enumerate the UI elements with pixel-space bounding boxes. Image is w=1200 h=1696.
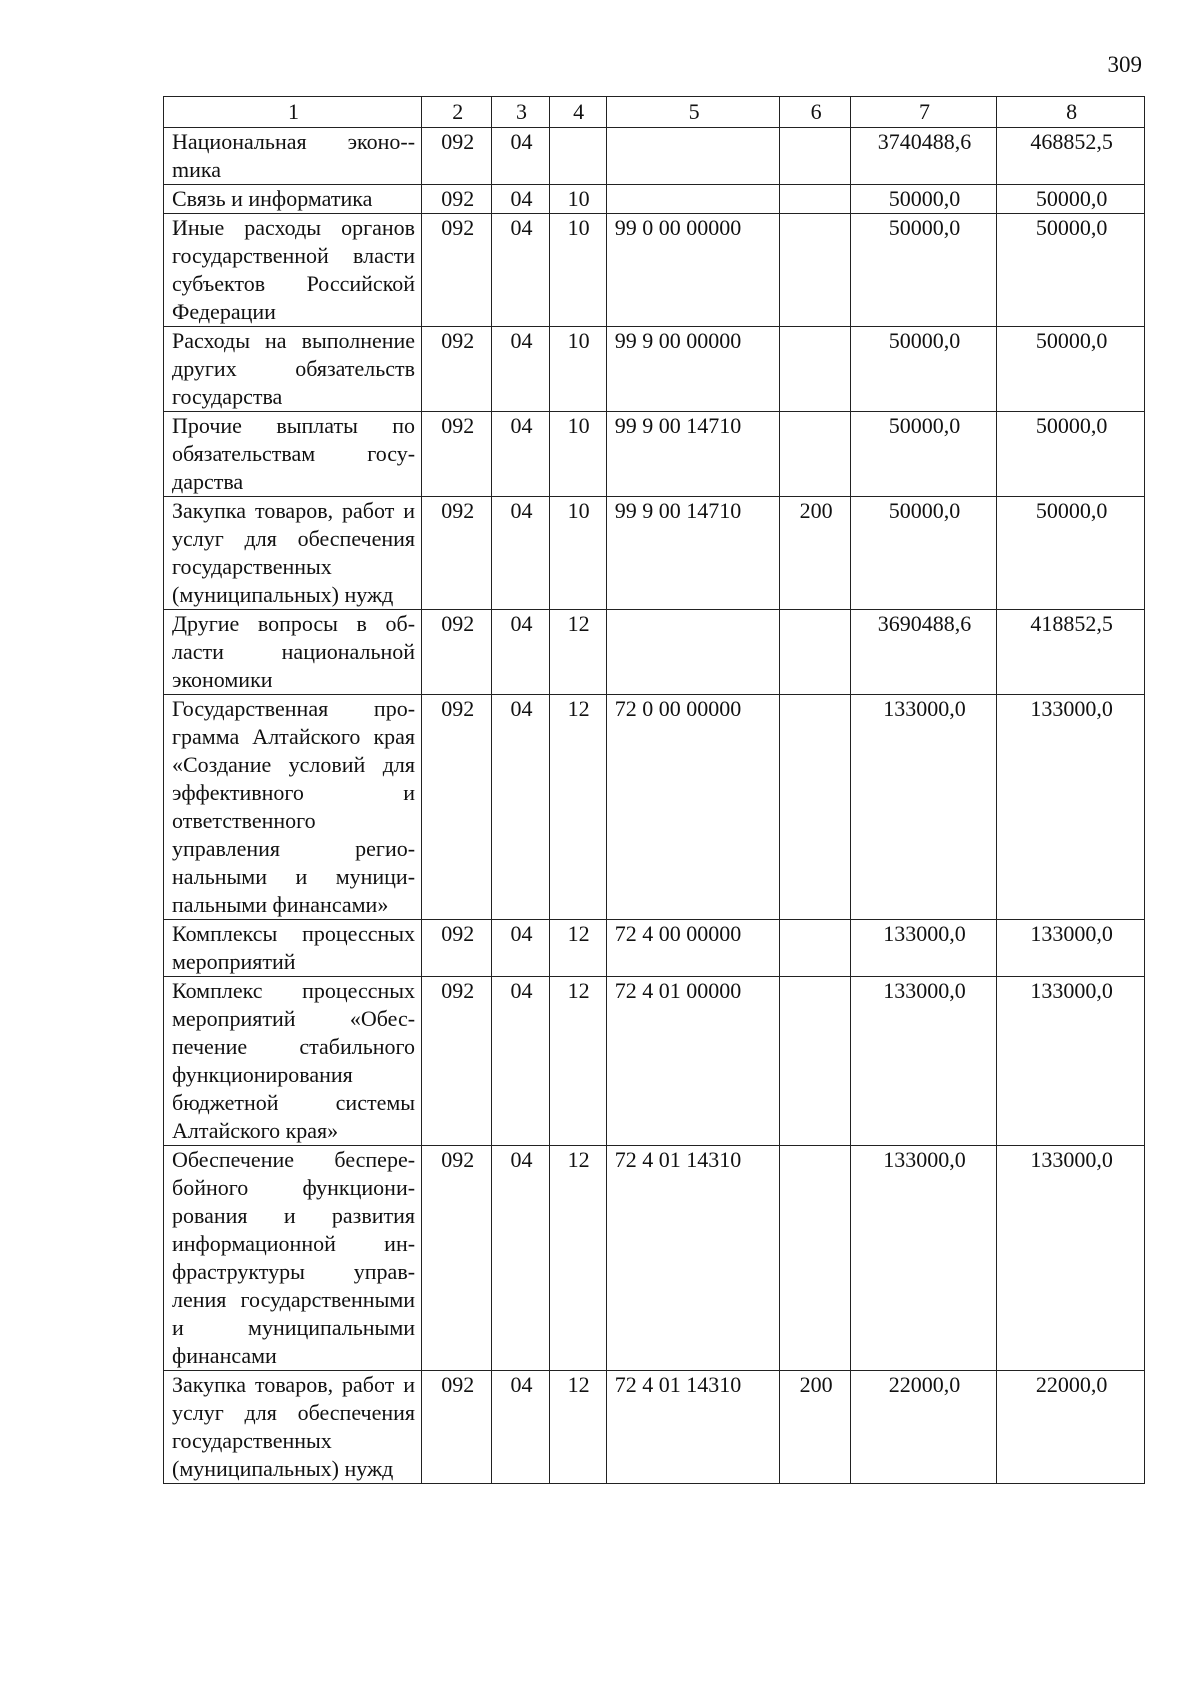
subsection-code-cell [549, 128, 606, 185]
expense-type-cell [780, 977, 850, 1146]
expense-type-cell [780, 610, 850, 695]
expense-name-cell: Закупка товаров, работ и услуг для обеспечения государственных (муниципальных) нужд [164, 497, 422, 610]
section-code-cell: 04 [492, 327, 549, 412]
page-number: 309 [1107, 52, 1142, 77]
column-header: 7 [850, 97, 997, 128]
amount-cell: 50000,0 [850, 327, 997, 412]
expense-type-cell [780, 214, 850, 327]
target-article-cell: 72 4 01 14310 [606, 1146, 780, 1371]
amount-cell: 468852,5 [997, 128, 1145, 185]
budget-table [163, 96, 1145, 1484]
expense-name-cell: Закупка товаров, работ и услуг для обеспечения государственных (муниципальных) нужд [164, 1371, 422, 1484]
table-row [164, 497, 1145, 610]
section-code-cell: 04 [492, 497, 549, 610]
table-row [164, 185, 1145, 214]
table-row [164, 977, 1145, 1146]
subsection-code-cell: 10 [549, 214, 606, 327]
column-header: 6 [780, 97, 850, 128]
subsection-code-cell: 12 [549, 1146, 606, 1371]
target-article-cell: 99 9 00 14710 [606, 412, 780, 497]
amount-cell: 50000,0 [997, 497, 1145, 610]
table-row [164, 412, 1145, 497]
expense-type-cell [780, 327, 850, 412]
table-row [164, 214, 1145, 327]
subsection-code-cell: 12 [549, 610, 606, 695]
expense-name-cell: Национальная эконо-mика [164, 128, 422, 185]
expense-type-cell [780, 128, 850, 185]
section-code-cell: 04 [492, 920, 549, 977]
amount-cell: 50000,0 [997, 185, 1145, 214]
target-article-cell: 72 0 00 00000 [606, 695, 780, 920]
department-code-cell: 092 [422, 327, 492, 412]
subsection-code-cell: 12 [549, 920, 606, 977]
amount-cell: 133000,0 [997, 977, 1145, 1146]
table-row [164, 1371, 1145, 1484]
expense-name-cell: Государственная программа Алтайского края «Создание условий для эффективного и ответственного управления региональными и муниципальными финансами» [164, 695, 422, 920]
expense-type-cell [780, 920, 850, 977]
amount-cell: 133000,0 [997, 920, 1145, 977]
table-row [164, 920, 1145, 977]
amount-cell: 50000,0 [850, 497, 997, 610]
amount-cell: 133000,0 [997, 695, 1145, 920]
department-code-cell: 092 [422, 920, 492, 977]
expense-type-cell [780, 185, 850, 214]
expense-name-cell: Прочие выплаты по обязательствам государства [164, 412, 422, 497]
section-code-cell: 04 [492, 128, 549, 185]
target-article-cell [606, 610, 780, 695]
amount-cell: 133000,0 [850, 977, 997, 1146]
amount-cell: 50000,0 [850, 214, 997, 327]
expense-type-cell: 200 [780, 497, 850, 610]
subsection-code-cell: 12 [549, 1371, 606, 1484]
section-code-cell: 04 [492, 1371, 549, 1484]
column-header: 2 [422, 97, 492, 128]
amount-cell: 3690488,6 [850, 610, 997, 695]
expense-type-cell: 200 [780, 1371, 850, 1484]
column-header: 5 [606, 97, 780, 128]
section-code-cell: 04 [492, 1146, 549, 1371]
department-code-cell: 092 [422, 1146, 492, 1371]
section-code-cell: 04 [492, 214, 549, 327]
target-article-cell: 99 9 00 00000 [606, 327, 780, 412]
department-code-cell: 092 [422, 497, 492, 610]
target-article-cell [606, 128, 780, 185]
department-code-cell: 092 [422, 610, 492, 695]
expense-type-cell [780, 695, 850, 920]
department-code-cell: 092 [422, 695, 492, 920]
target-article-cell: 99 9 00 14710 [606, 497, 780, 610]
amount-cell: 50000,0 [997, 412, 1145, 497]
table-row [164, 327, 1145, 412]
amount-cell: 50000,0 [997, 327, 1145, 412]
subsection-code-cell: 10 [549, 185, 606, 214]
column-header: 4 [549, 97, 606, 128]
amount-cell: 133000,0 [850, 695, 997, 920]
department-code-cell: 092 [422, 1371, 492, 1484]
expense-name-cell: Комплекс процессных мероприятий «Обеспечение стабильного функционирования бюджетной системы Алтайского края» [164, 977, 422, 1146]
amount-cell: 3740488,6 [850, 128, 997, 185]
department-code-cell: 092 [422, 214, 492, 327]
department-code-cell: 092 [422, 128, 492, 185]
subsection-code-cell: 10 [549, 412, 606, 497]
target-article-cell [606, 185, 780, 214]
section-code-cell: 04 [492, 610, 549, 695]
table-header [164, 97, 1145, 128]
department-code-cell: 092 [422, 412, 492, 497]
table-row [164, 610, 1145, 695]
expense-name-cell: Другие вопросы в области национальной экономики [164, 610, 422, 695]
section-code-cell: 04 [492, 977, 549, 1146]
column-header: 3 [492, 97, 549, 128]
expense-name-cell: Расходы на выполнение других обязательств государства [164, 327, 422, 412]
section-code-cell: 04 [492, 185, 549, 214]
table-body [164, 128, 1145, 1484]
column-header: 8 [997, 97, 1145, 128]
expense-name-cell: Иные расходы органов государственной власти субъектов Российской Федерации [164, 214, 422, 327]
section-code-cell: 04 [492, 412, 549, 497]
expense-name-cell: Комплексы процессных мероприятий [164, 920, 422, 977]
amount-cell: 133000,0 [997, 1146, 1145, 1371]
subsection-code-cell: 12 [549, 977, 606, 1146]
target-article-cell: 72 4 01 00000 [606, 977, 780, 1146]
amount-cell: 418852,5 [997, 610, 1145, 695]
header-row [164, 97, 1145, 128]
amount-cell: 50000,0 [850, 185, 997, 214]
table-row [164, 128, 1145, 185]
subsection-code-cell: 10 [549, 327, 606, 412]
amount-cell: 133000,0 [850, 920, 997, 977]
department-code-cell: 092 [422, 185, 492, 214]
amount-cell: 22000,0 [997, 1371, 1145, 1484]
target-article-cell: 72 4 00 00000 [606, 920, 780, 977]
section-code-cell: 04 [492, 695, 549, 920]
target-article-cell: 99 0 00 00000 [606, 214, 780, 327]
table-row [164, 1146, 1145, 1371]
subsection-code-cell: 12 [549, 695, 606, 920]
subsection-code-cell: 10 [549, 497, 606, 610]
expense-name-cell: Связь и информатика [164, 185, 422, 214]
table-row [164, 695, 1145, 920]
expense-type-cell [780, 412, 850, 497]
expense-name-cell: Обеспечение бесперебойного функционирования и развития информационной инфраструктуры управления государственными и муниципальными финансами [164, 1146, 422, 1371]
department-code-cell: 092 [422, 977, 492, 1146]
amount-cell: 50000,0 [997, 214, 1145, 327]
amount-cell: 50000,0 [850, 412, 997, 497]
target-article-cell: 72 4 01 14310 [606, 1371, 780, 1484]
amount-cell: 133000,0 [850, 1146, 997, 1371]
expense-type-cell [780, 1146, 850, 1371]
column-header: 1 [164, 97, 422, 128]
amount-cell: 22000,0 [850, 1371, 997, 1484]
